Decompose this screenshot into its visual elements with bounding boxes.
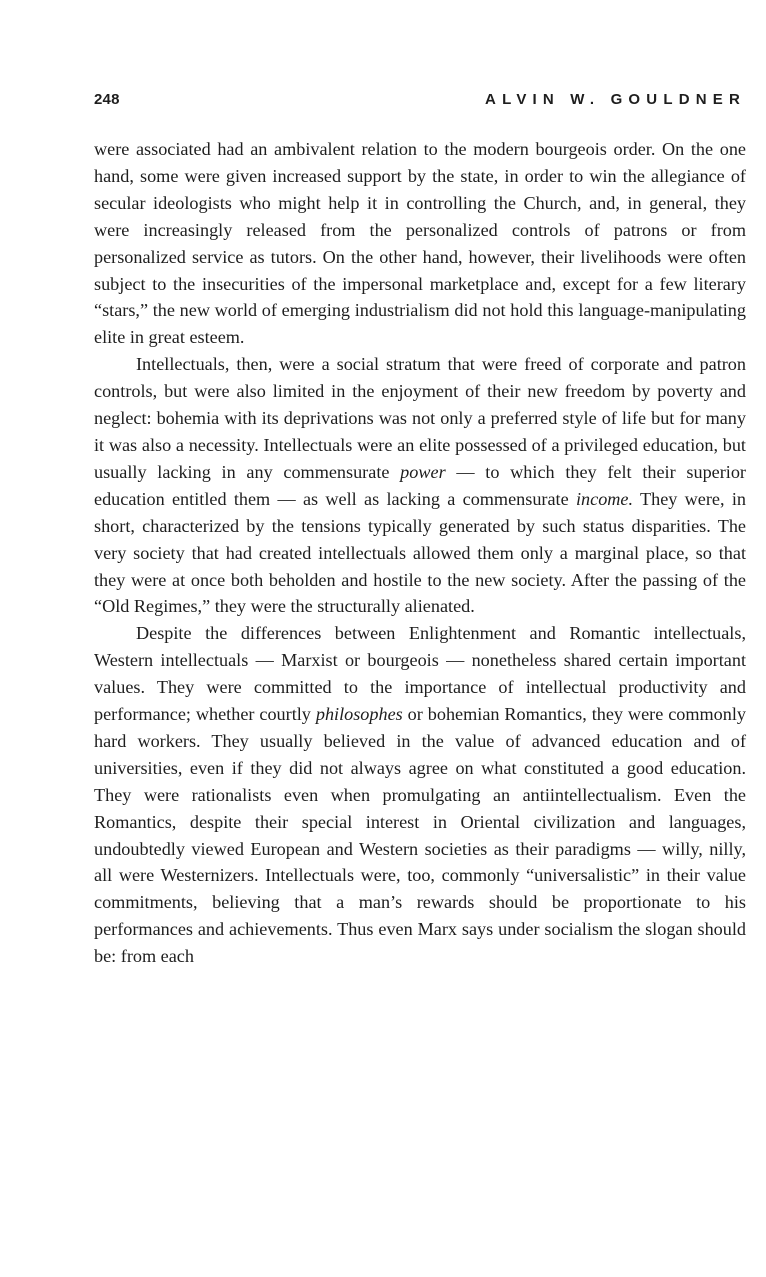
- paragraph-text: — to which they felt their superior education entitled them — as well as lacking a commensurate: [94, 461, 746, 509]
- paragraph-text: or bohemian Romantics, they were commonly hard workers. They usually believed in the value of advanced education and of universities, even if they did not always agree on what constituted a good education. They were rationalists even when promulgating an antiintellectualism. Even the Romantics, despite their special interest in Oriental civilization and languages, undoubtedly viewed European and Western societies as their paradigms — willy, nilly, all were Westernizers. Intellectuals were, too, commonly “universalistic” in their value commitments, believing that a man’s rewards should be proportionate to his performances and achievements. Thus even Marx says under socialism the slogan should be: from each: [94, 704, 746, 967]
- paragraph-text: Intellectuals, then, were a social stratum that were freed of corporate and patron controls, but were also limited in the enjoyment of their new freedom by poverty and neglect: bohemia with its deprivations was not only a preferred style of life but for many it was also a necessity. Intellectuals were an elite possessed of a privileged education, but usually lacking in any commensurate: [94, 354, 746, 482]
- paragraph-text: Despite the differences between Enlightenment and Romantic intellectuals, Western intellectuals — Marxist or bourgeois — nonetheless shared certain important values. They were committed to the importance of intellectual productivity and performance; whether courtly: [94, 623, 746, 725]
- emphasis-philosophes: philosophes: [315, 704, 403, 725]
- running-header: [94, 88, 746, 112]
- emphasis-power: power: [400, 461, 446, 482]
- paragraph-3: [94, 620, 746, 970]
- emphasis-income: income.: [575, 488, 634, 509]
- book-page: [94, 88, 746, 967]
- paragraph-1: [94, 136, 746, 351]
- paragraph-text: were associated had an ambivalent relation to the modern bourgeois order. On the one hand, some were given increased support by the state, in order to win the allegiance of secular ideologists who might help it in controlling the Church, and, in general, they were increasingly released from the personalized controls of patrons or from personalized service as tutors. On the other hand, however, their livelihoods were often subject to the insecurities of the impersonal marketplace and, except for a few literary “stars,” the new world of emerging industrialism did not hold this language-manipulating elite in great esteem.: [94, 139, 746, 348]
- paragraph-text: They were, in short, characterized by the tensions typically generated by such status disparities. The very society that had created intellectuals allowed them only a marginal place, so that they were at once both beholden and hostile to the new society. After the passing of the “Old Regimes,” they were the structurally alienated.: [94, 488, 746, 617]
- body-text: [94, 136, 746, 970]
- running-head-author: ALVIN W. GOULDNER: [485, 91, 746, 108]
- paragraph-2: [94, 351, 746, 620]
- page-number: 248: [94, 91, 120, 108]
